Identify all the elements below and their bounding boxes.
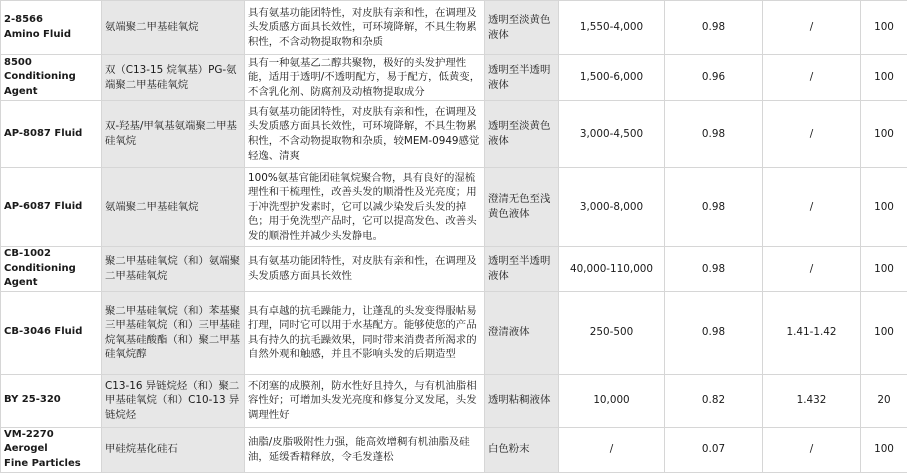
inci-name-cell: 双-羟基/甲氧基氨端聚二甲基硅氧烷: [102, 101, 245, 168]
inci-name-cell: C13-16 异链烷烃（和）聚二甲基硅氧烷（和）C10-13 异链烷烃: [102, 374, 245, 427]
product-name-cell: AP-8087 Fluid: [1, 101, 102, 168]
inci-name-cell: 双（C13-15 烷氧基）PG-氨端聚二甲基硅氧烷: [102, 55, 245, 101]
viscosity-cell: 1,550-4,000: [559, 1, 665, 55]
appearance-cell: 透明粘稠液体: [485, 374, 559, 427]
table-row: [1, 55, 907, 101]
active-content-cell: 100: [861, 291, 907, 374]
description-cell: 具有一种氨基乙二醇共聚物，极好的头发护理性能，适用于透明/不透明配方，易于配方，低黄变，不含乳化剂、防腐剂及动植物提取成分: [245, 55, 485, 101]
specific-gravity-cell: 0.98: [665, 291, 763, 374]
table-row: [1, 247, 907, 292]
specific-gravity-cell: 0.98: [665, 101, 763, 168]
refractive-index-cell: 1.41-1.42: [763, 291, 861, 374]
product-name-cell: BY 25-320: [1, 374, 102, 427]
inci-name-cell: 聚二甲基硅氧烷（和）苯基聚三甲基硅氧烷（和）三甲基硅烷氧基硅酸酯（和）聚二甲基硅氧烷醇: [102, 291, 245, 374]
table-body: [1, 1, 907, 473]
appearance-cell: 澄清无色至浅黄色液体: [485, 168, 559, 247]
refractive-index-cell: 1.432: [763, 374, 861, 427]
refractive-index-cell: /: [763, 168, 861, 247]
refractive-index-cell: /: [763, 1, 861, 55]
appearance-cell: 澄清液体: [485, 291, 559, 374]
active-content-cell: 100: [861, 1, 907, 55]
viscosity-cell: /: [559, 427, 665, 472]
appearance-cell: 透明至半透明液体: [485, 247, 559, 292]
refractive-index-cell: /: [763, 55, 861, 101]
active-content-cell: 100: [861, 427, 907, 472]
viscosity-cell: 3,000-4,500: [559, 101, 665, 168]
appearance-cell: 透明至淡黄色液体: [485, 101, 559, 168]
table-row: [1, 168, 907, 247]
refractive-index-cell: /: [763, 101, 861, 168]
product-name-cell: AP-6087 Fluid: [1, 168, 102, 247]
inci-name-cell: 氨端聚二甲基硅氧烷: [102, 1, 245, 55]
appearance-cell: 白色粉末: [485, 427, 559, 472]
product-name-cell: VM-2270 Aerogel Fine Particles: [1, 427, 102, 472]
viscosity-cell: 1,500-6,000: [559, 55, 665, 101]
appearance-cell: 透明至淡黄色液体: [485, 1, 559, 55]
specific-gravity-cell: 0.82: [665, 374, 763, 427]
specific-gravity-cell: 0.98: [665, 247, 763, 292]
specific-gravity-cell: 0.98: [665, 168, 763, 247]
viscosity-cell: 40,000-110,000: [559, 247, 665, 292]
active-content-cell: 100: [861, 101, 907, 168]
description-cell: 不闭塞的成膜剂，防水性好且持久，与有机油脂相容性好；可增加头发光亮度和修复分叉发尾，头发调理性好: [245, 374, 485, 427]
inci-name-cell: 甲硅烷基化硅石: [102, 427, 245, 472]
active-content-cell: 20: [861, 374, 907, 427]
inci-name-cell: 氨端聚二甲基硅氧烷: [102, 168, 245, 247]
active-content-cell: 100: [861, 168, 907, 247]
inci-name-cell: 聚二甲基硅氧烷（和）氨端聚二甲基硅氧烷: [102, 247, 245, 292]
product-name-cell: 8500 Conditioning Agent: [1, 55, 102, 101]
description-cell: 具有氨基功能团特性，对皮肤有亲和性，在调理及头发质感方面具长效性，可环境降解，不具生物累积性，不含动物提取物和杂质，较MEM-0949感觉轻逸、清爽: [245, 101, 485, 168]
refractive-index-cell: /: [763, 427, 861, 472]
appearance-cell: 透明至半透明液体: [485, 55, 559, 101]
description-cell: 具有卓越的抗毛躁能力，让蓬乱的头发变得服帖易打理，同时它可以用于水基配方。能够使您的产品具有持久的抗毛躁效果，同时带来消费者所渴求的自然外观和触感，并且不影响头发的后期造型: [245, 291, 485, 374]
product-name-cell: CB-1002 Conditioning Agent: [1, 247, 102, 292]
refractive-index-cell: /: [763, 247, 861, 292]
table-row: [1, 374, 907, 427]
active-content-cell: 100: [861, 247, 907, 292]
table-row: [1, 427, 907, 472]
table-row: [1, 101, 907, 168]
description-cell: 具有氨基功能团特性，对皮肤有亲和性，在调理及头发质感方面具长效性，可环境降解，不具生物累积性，不含动物提取物和杂质: [245, 1, 485, 55]
table-row: [1, 1, 907, 55]
table-row: [1, 291, 907, 374]
viscosity-cell: 250-500: [559, 291, 665, 374]
viscosity-cell: 10,000: [559, 374, 665, 427]
active-content-cell: 100: [861, 55, 907, 101]
viscosity-cell: 3,000-8,000: [559, 168, 665, 247]
specific-gravity-cell: 0.07: [665, 427, 763, 472]
description-cell: 具有氨基功能团特性，对皮肤有亲和性，在调理及头发质感方面具长效性: [245, 247, 485, 292]
specific-gravity-cell: 0.98: [665, 1, 763, 55]
description-cell: 油脂/皮脂吸附性力强，能高效增稠有机油脂及硅油，延缓香精释放，令毛发蓬松: [245, 427, 485, 472]
product-name-cell: 2-8566 Amino Fluid: [1, 1, 102, 55]
specific-gravity-cell: 0.96: [665, 55, 763, 101]
description-cell: 100%氨基官能团硅氧烷聚合物，具有良好的湿梳理性和干梳理性，改善头发的顺滑性及光亮度；用于冲洗型护发素时，它可以减少染发后头发的掉色；用于免洗型产品时，它可以提高发色、改善头发的顺滑性并减少头发静电。: [245, 168, 485, 247]
product-name-cell: CB-3046 Fluid: [1, 291, 102, 374]
